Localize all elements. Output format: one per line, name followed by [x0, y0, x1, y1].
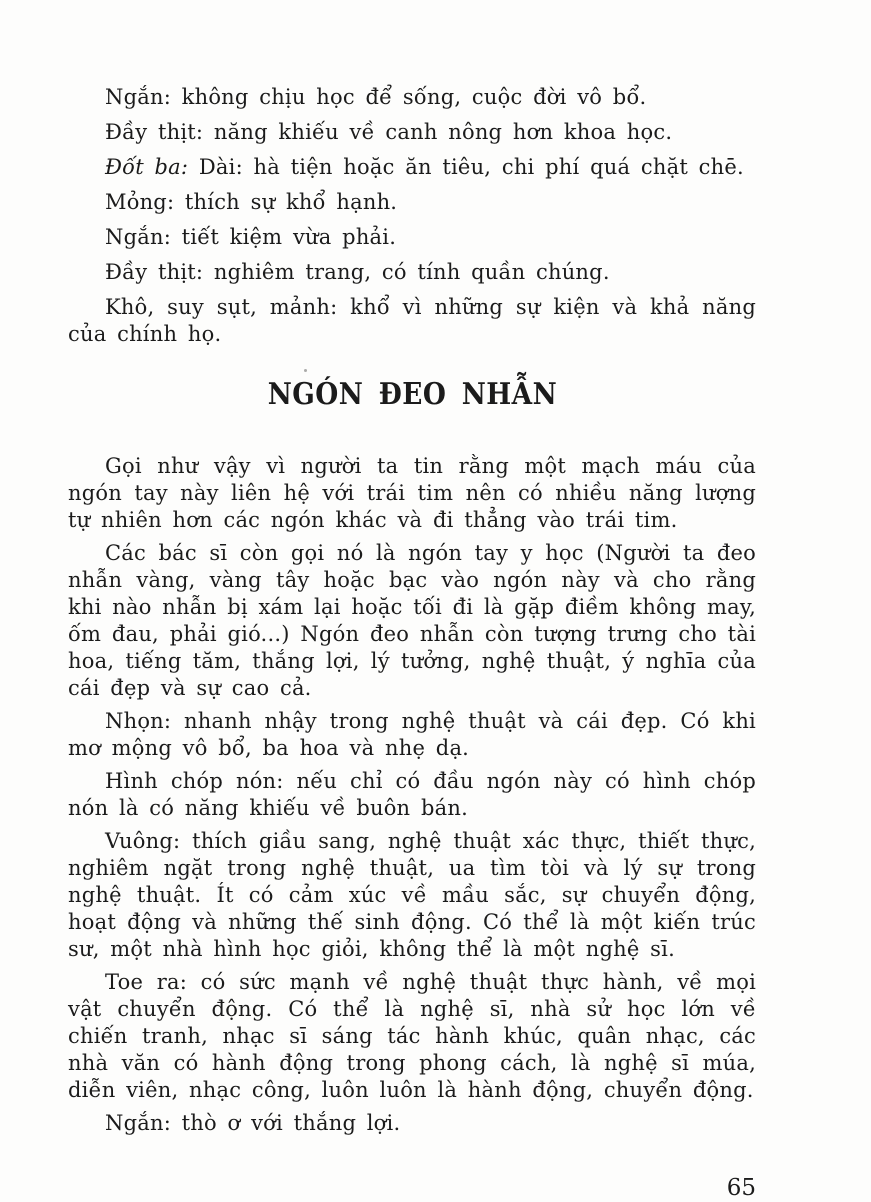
- body-paragraph: Vuông: thích giầu sang, nghệ thuật xác thực, thiết thực, nghiêm ngặt trong nghệ thuật, ua tìm tòi và lý sự trong nghệ thuật. Ít có cảm xúc về mầu sắc, sự chuyển động, hoạt động và những thế sinh động. Có thể là một kiến trúc sư, một nhà hình học giỏi, không thể là một nghệ sī.: [68, 829, 756, 961]
- finger-joint-attributes-section: [68, 84, 756, 348]
- intro-paragraph-rest: Dài: hà tiện hoặc ăn tiêu, chi phí quá chặt chē.: [188, 155, 744, 179]
- section-heading: [68, 376, 756, 414]
- intro-paragraph-italic-lead: Đốt ba:: [105, 155, 189, 179]
- intro-paragraph: Đầy thịt: nghiêm trang, có tính quần chúng.: [105, 260, 610, 284]
- body-paragraph: Các bác sī còn gọi nó là ngón tay y học (Người ta đeo nhẫn vàng, vàng tây hoặc bạc vào ngón này và cho rằng khi nào nhẫn bị xám lại hoặc tối đi là gặp điềm không may, ốm đau, phải gió...) Ngón đeo nhẫn còn tượng trưng cho tài hoa, tiếng tăm, thắng lợi, lý tưởng, nghệ thuật, ý nghīa của cái đẹp và sự cao cả.: [68, 541, 756, 700]
- section-heading-text: NGÓN ĐEO NHẪN: [267, 377, 557, 412]
- intro-paragraph: Ngắn: tiết kiệm vừa phải.: [105, 225, 397, 249]
- body-paragraph: Gọi như vậy vì người ta tin rằng một mạch máu của ngón tay này liên hệ với trái tim nên có nhiều năng lượng tự nhiên hơn các ngón khác và đi thẳng vào trái tim.: [68, 454, 756, 532]
- intro-paragraph: Mỏng: thích sự khổ hạnh.: [105, 190, 398, 214]
- body-paragraph: Ngắn: thò ơ với thắng lợi.: [105, 1111, 401, 1135]
- body-paragraph: Toe ra: có sức mạnh về nghệ thuật thực hành, về mọi vật chuyển động. Có thể là nghệ sī, nhà sử học lớn về chiến tranh, nhạc sī sáng tác hành khúc, quân nhạc, các nhà văn có hành động trong phong cách, là nghệ sī múa, diễn viên, nhạc công, luôn luôn là hành động, chuyển động.: [68, 970, 756, 1102]
- intro-paragraph: Khô, suy sụt, mảnh: khổ vì những sự kiện và khả năng của chính họ.: [68, 295, 756, 346]
- page-content: [68, 0, 756, 1202]
- ring-finger-section: [68, 453, 756, 1137]
- intro-paragraph: Đầy thịt: năng khiếu về canh nông hơn khoa học.: [105, 120, 673, 144]
- page-number: 65: [726, 1175, 756, 1201]
- body-paragraph: Hình chóp nón: nếu chỉ có đầu ngón này có hình chóp nón là có năng khiếu về buôn bán.: [68, 769, 756, 820]
- body-paragraph: Nhọn: nhanh nhậy trong nghệ thuật và cái đẹp. Có khi mơ mộng vô bổ, ba hoa và nhẹ dạ.: [68, 709, 756, 760]
- intro-paragraph: [68, 154, 756, 181]
- intro-paragraph: Ngắn: không chịu học để sống, cuộc đời vô bổ.: [105, 85, 647, 109]
